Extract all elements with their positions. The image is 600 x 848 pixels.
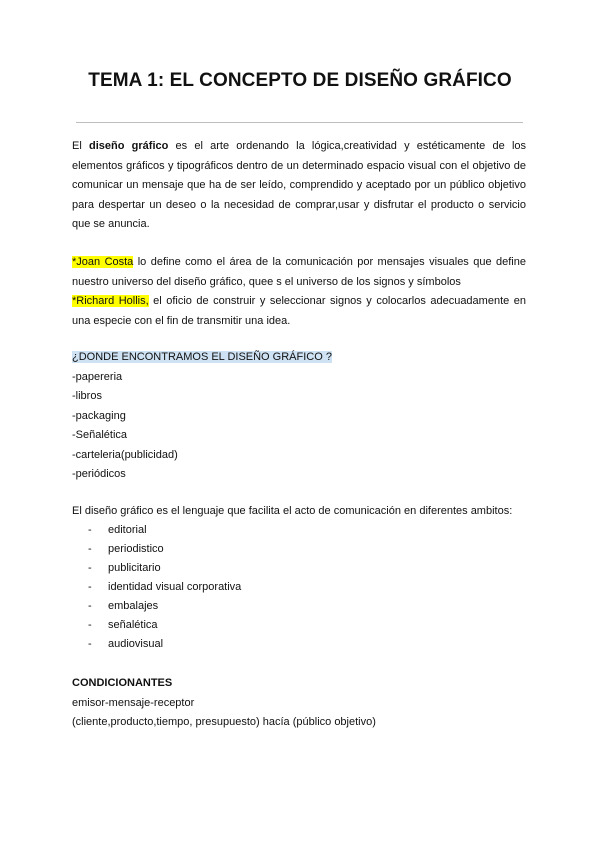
hollis-line-1-rest: el oficio de construir y seleccionar signos y colocarlos adecuadamente en <box>148 295 526 307</box>
where-section <box>72 348 526 485</box>
where-item: -papereria <box>72 370 123 383</box>
costa-line-1 <box>72 253 526 273</box>
condicionantes-line-2: (cliente,producto,tiempo, presupuesto) hacía (público objetivo) <box>72 716 376 728</box>
where-heading: ¿DONDE ENCONTRAMOS EL DISEÑO GRÁFICO ? <box>72 351 332 363</box>
intro-line-4: para despertar un deseo o la necesidad de comprar,usar y disfrutar el producto o servicio <box>72 198 526 211</box>
costa-name: *Joan Costa <box>72 256 134 268</box>
intro-paragraph <box>72 137 526 235</box>
hollis-line-2: una especie con el fin de transmitir una idea. <box>72 314 291 327</box>
ambito-item: - embalajes <box>88 600 159 612</box>
intro-line-1 <box>72 137 526 157</box>
intro-line-2: elementos gráficos y tipográficos dentro de un determinado espacio visual con el objetivo de <box>72 159 526 172</box>
where-item: -packaging <box>72 409 126 422</box>
ambito-item: - periodistico <box>88 543 164 555</box>
ambito-item: - editorial <box>88 524 147 536</box>
intro-line-5: que se anuncia. <box>72 218 150 230</box>
title-divider <box>76 122 523 123</box>
intro-prefix: El <box>72 140 89 152</box>
condicionantes-heading: CONDICIONANTES <box>72 677 173 689</box>
where-item: -libros <box>72 390 102 402</box>
quotes-paragraph <box>72 253 526 331</box>
intro-bold-term: diseño gráfico <box>89 140 169 152</box>
intro-line-3: comunicar un mensaje que ha de ser leído, comprendido y aceptado por un público objetivo <box>72 179 526 191</box>
intro-line-1-rest: es el arte ordenando la lógica,creatividad y estéticamente de los <box>168 140 526 152</box>
ambitos-intro: El diseño gráfico es el lenguaje que facilita el acto de comunicación en diferentes ambitos: <box>72 505 513 517</box>
where-item: -carteleria(publicidad) <box>72 448 178 461</box>
ambito-item: - audiovisual <box>88 638 164 650</box>
hollis-name: *Richard Hollis, <box>72 295 149 307</box>
ambito-item: - identidad visual corporativa <box>88 581 242 593</box>
ambito-item: - publicitario <box>88 562 161 574</box>
document-title: TEMA 1: EL CONCEPTO DE DISEÑO GRÁFICO <box>88 70 512 91</box>
costa-line-2: nuestro universo del diseño gráfico, quee s el universo de los signos y símbolos <box>72 275 461 288</box>
condicionantes-line-1: emisor-mensaje-receptor <box>72 696 195 709</box>
ambito-item: - señalética <box>88 619 158 631</box>
costa-line-1-rest: lo define como el área de la comunicación por mensajes visuales que define <box>133 256 526 268</box>
hollis-line-1 <box>72 292 526 312</box>
where-item: -Señalética <box>72 429 128 441</box>
where-heading-line <box>72 348 526 368</box>
where-item: -periódicos <box>72 468 126 480</box>
condicionantes-section <box>72 674 526 733</box>
